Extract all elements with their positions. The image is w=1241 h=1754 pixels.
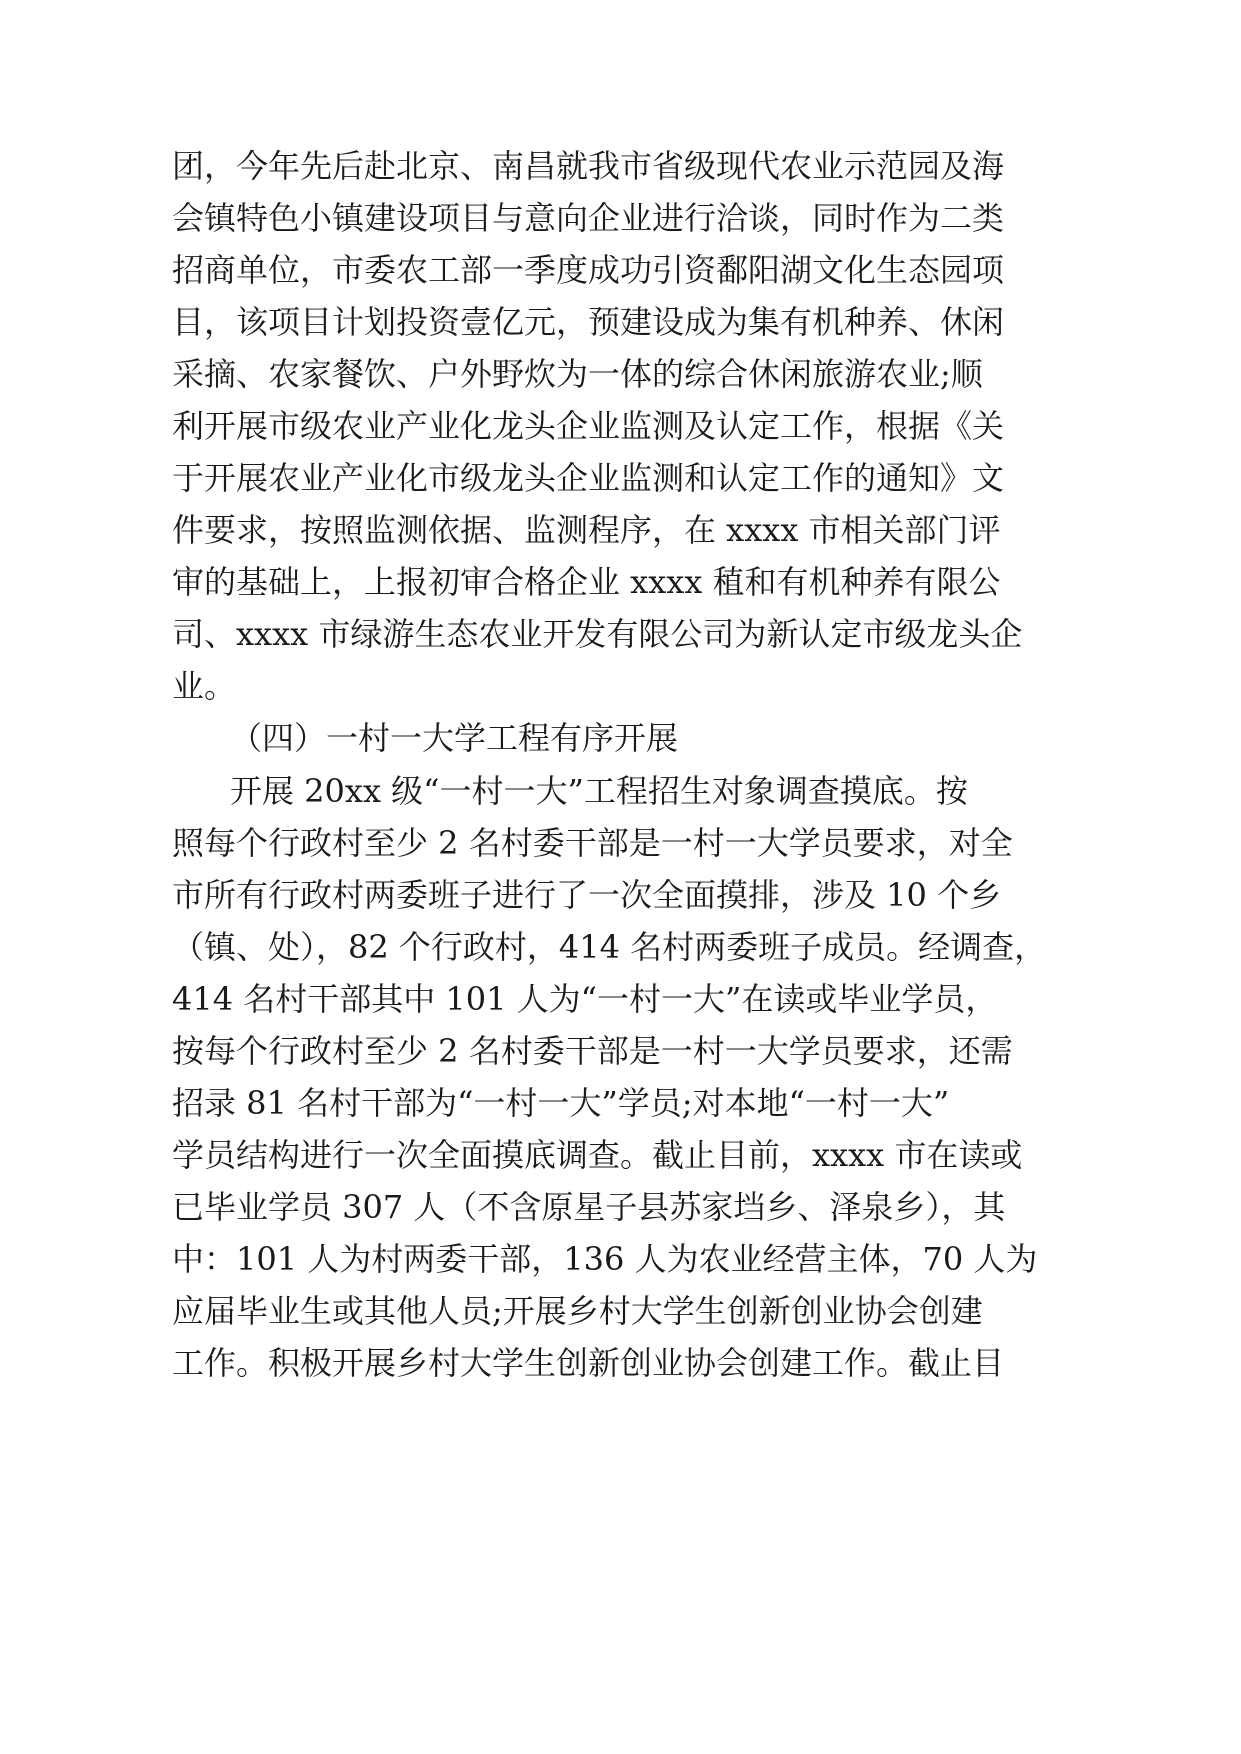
text-line: 已毕业学员 307 人（不含原星子县苏家垱乡、泽泉乡），其 bbox=[172, 1188, 1006, 1226]
text-line: 审的基础上，上报初审合格企业 xxxx 稙和有机种养有限公 bbox=[172, 563, 1001, 601]
text-line: 照每个行政村至少 2 名村委干部是一村一大学员要求，对全 bbox=[172, 824, 1013, 862]
text-line: 目，该项目计划投资壹亿元，预建设成为集有机种养、休闲 bbox=[172, 303, 1005, 341]
text-line: 团，今年先后赴北京、南昌就我市省级现代农业示范园及海 bbox=[172, 147, 1005, 185]
text-line: 采摘、农家餐饮、户外野炊为一体的综合休闲旅游农业;顺 bbox=[172, 355, 983, 393]
text-line: 应届毕业生或其他人员;开展乡村大学生创新创业协会创建 bbox=[172, 1292, 983, 1330]
text-line: 会镇特色小镇建设项目与意向企业进行洽谈，同时作为二类 bbox=[172, 199, 1005, 237]
text-line: 414 名村干部其中 101 人为“一村一大”在读或毕业学员， bbox=[172, 980, 998, 1018]
text-line: 利开展市级农业产业化龙头企业监测及认定工作，根据《关 bbox=[172, 407, 1005, 445]
text-line: 招录 81 名村干部为“一村一大”学员;对本地“一村一大” bbox=[172, 1084, 950, 1122]
text-line: 业。 bbox=[172, 667, 237, 705]
text-line: 司、xxxx 市绿游生态农业开发有限公司为新认定市级龙头企 bbox=[172, 615, 1023, 653]
text-line: 市所有行政村两委班子进行了一次全面摸排，涉及 10 个乡 bbox=[172, 876, 1002, 914]
text-line: 中：101 人为村两委干部，136 人为农业经营主体，70 人为 bbox=[172, 1240, 1038, 1278]
text-line: 开展 20xx 级“一村一大”工程招生对象调查摸底。按 bbox=[230, 772, 968, 810]
text-line: 招商单位，市委农工部一季度成功引资鄱阳湖文化生态园项 bbox=[172, 251, 1005, 289]
text-line: 工作。积极开展乡村大学生创新创业协会创建工作。截止目 bbox=[172, 1344, 1005, 1382]
text-line: 学员结构进行一次全面摸底调查。截止目前，xxxx 市在读或 bbox=[172, 1136, 1023, 1174]
text-line: 件要求，按照监测依据、监测程序，在 xxxx 市相关部门评 bbox=[172, 511, 1001, 549]
text-line: 于开展农业产业化市级龙头企业监测和认定工作的通知》文 bbox=[172, 459, 1005, 497]
section-heading: （四）一村一大学工程有序开展 bbox=[230, 719, 679, 757]
text-line: 按每个行政村至少 2 名村委干部是一村一大学员要求，还需 bbox=[172, 1032, 1013, 1070]
text-line: （镇、处），82 个行政村，414 名村两委班子成员。经调查， bbox=[172, 928, 1047, 966]
